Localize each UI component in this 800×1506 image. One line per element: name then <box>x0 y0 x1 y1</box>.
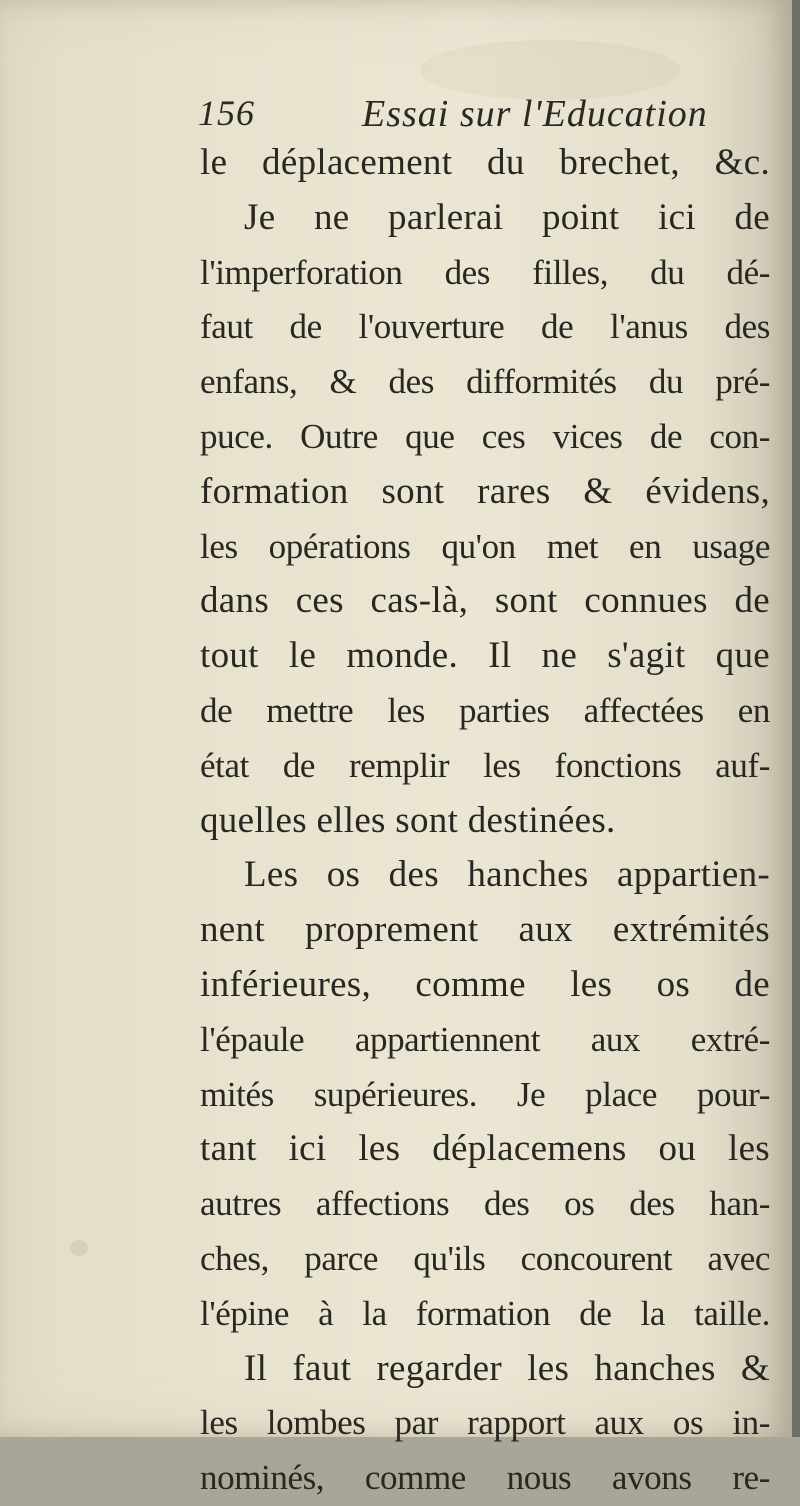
text-line: inférieures, comme les os de <box>200 963 770 1005</box>
page-number: 156 <box>198 93 255 133</box>
text-line: dans ces cas-là, sont connues de <box>200 580 770 622</box>
body-text <box>200 136 770 1506</box>
text-line: l'épaule appartiennent aux extré- <box>200 1019 770 1059</box>
text-line: l'imperforation des filles, du dé- <box>200 252 770 292</box>
text-line: les lombes par rapport aux os in- <box>200 1403 770 1443</box>
paper-stain <box>420 40 680 100</box>
running-head <box>198 92 758 142</box>
text-line: état de remplir les fonctions auf- <box>200 745 770 785</box>
paper-stain <box>70 1240 88 1256</box>
text-line: faut de l'ouverture de l'anus des <box>200 307 770 347</box>
text-line: mités supérieures. Je place pour- <box>200 1074 770 1114</box>
text-line: l'épine à la formation de la taille. <box>200 1293 770 1333</box>
text-line: Il faut regarder les hanches & <box>244 1347 770 1389</box>
text-line: puce. Outre que ces vices de con- <box>200 416 770 456</box>
text-line: ches, parce qu'ils concourent avec <box>200 1238 770 1278</box>
text-line: nent proprement aux extrémités <box>200 909 770 951</box>
text-line: formation sont rares & évidens, <box>200 470 770 512</box>
text-line: Les os des hanches appartien- <box>244 854 770 896</box>
text-line: nominés, comme nous avons re- <box>200 1458 770 1498</box>
text-line: le déplacement du brechet, &c. <box>200 142 770 183</box>
text-line: enfans, & des difformités du pré- <box>200 362 770 402</box>
running-title: Essai sur l'Education <box>362 93 708 135</box>
text-line: Je ne parlerai point ici de <box>244 196 770 238</box>
text-line: autres affections des os des han- <box>200 1184 770 1224</box>
page-edge <box>792 0 800 1437</box>
text-line: quelles elles sont destinées. <box>200 799 616 841</box>
text-line: tant ici les déplacemens ou les <box>200 1128 770 1170</box>
text-line: tout le monde. Il ne s'agit que <box>200 635 770 677</box>
text-line: de mettre les parties affectées en <box>200 690 770 730</box>
text-line: les opérations qu'on met en usage <box>200 526 770 566</box>
